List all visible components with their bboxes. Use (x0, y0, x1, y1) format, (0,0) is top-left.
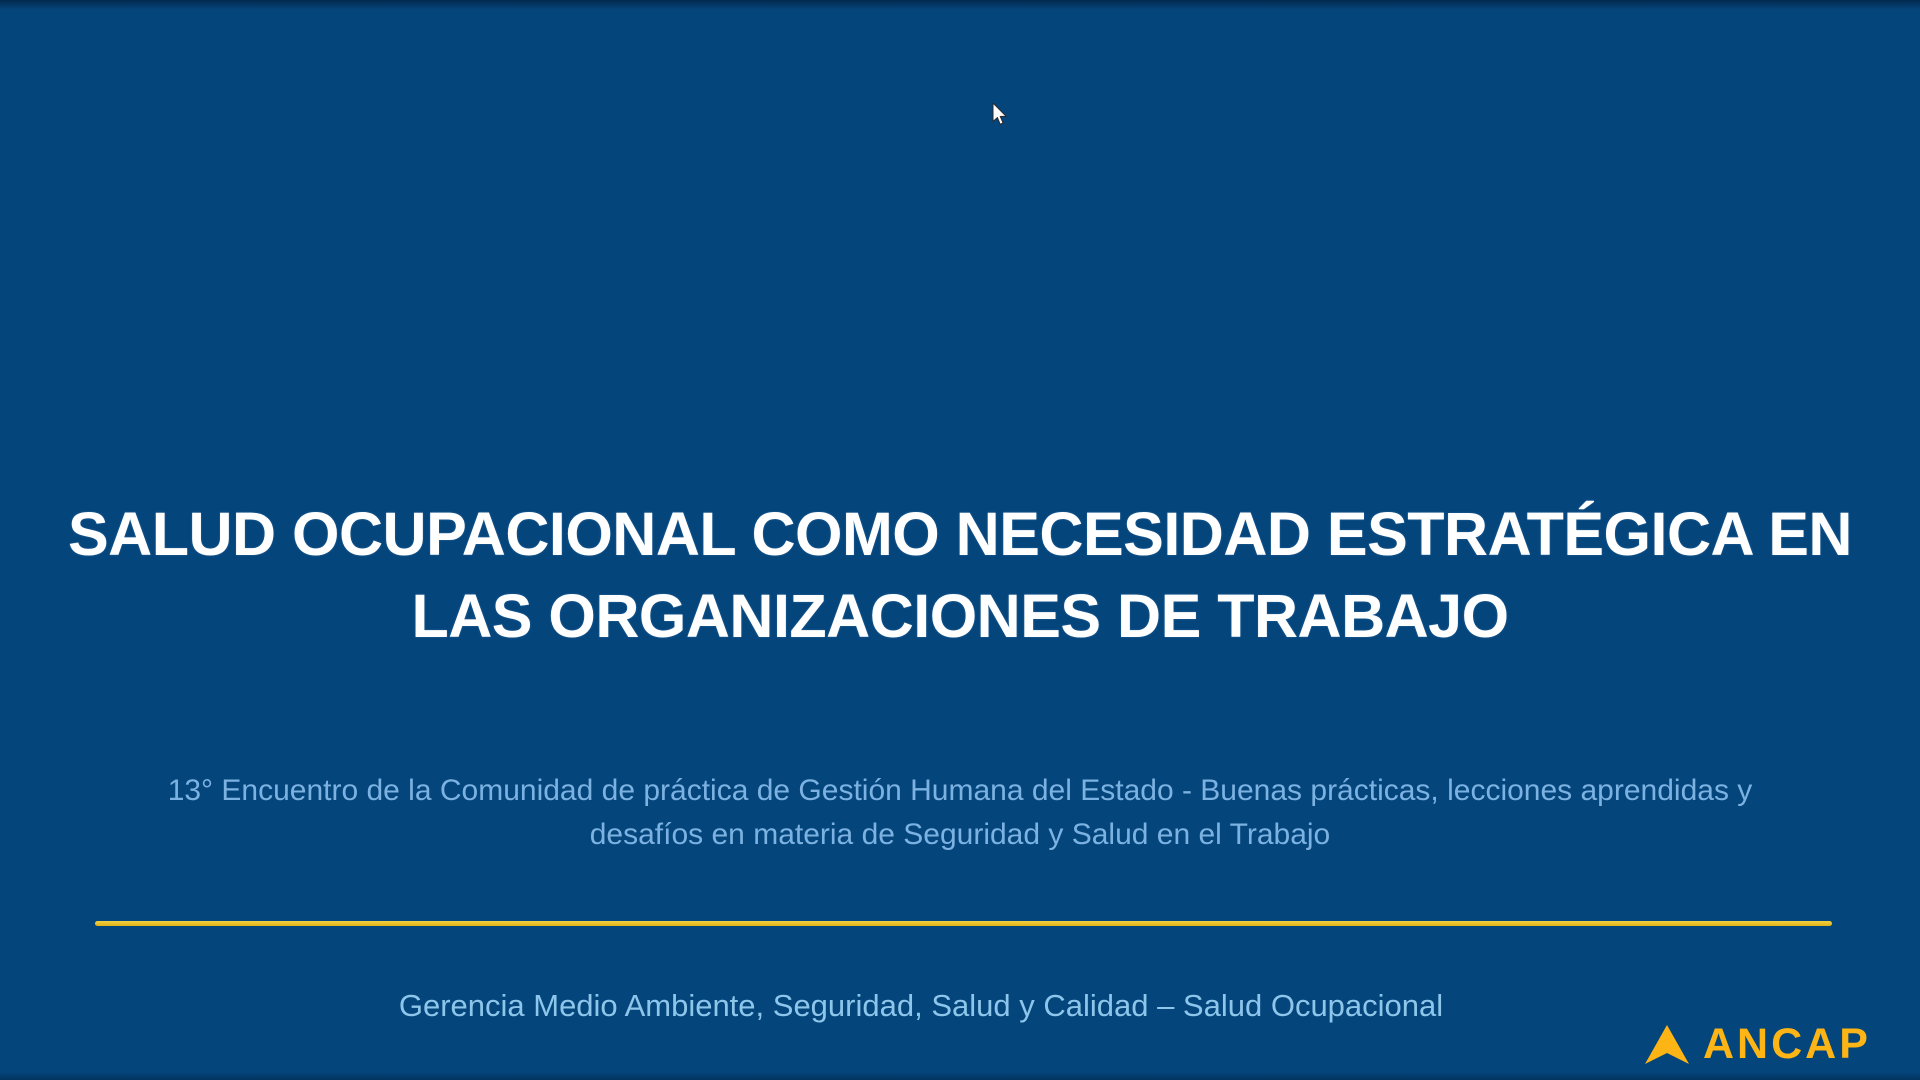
divider-line (95, 921, 1832, 926)
mouse-cursor-icon (992, 103, 1008, 127)
subtitle (0, 769, 1920, 857)
ancap-logo-text: ANCAP (1703, 1020, 1871, 1068)
footer-text: Gerencia Medio Ambiente, Seguridad, Salud y Calidad – Salud Ocupacional (398, 988, 1444, 1023)
top-edge-shade (0, 0, 1920, 10)
ancap-logo (1645, 1022, 1871, 1066)
title-line-2: LAS ORGANIZACIONES DE TRABAJO (411, 581, 1509, 650)
page-title (0, 493, 1920, 657)
title-line-1: SALUD OCUPACIONAL COMO NECESIDAD ESTRATÉGICA EN (68, 499, 1852, 568)
subtitle-line-1: 13° Encuentro de la Comunidad de práctica de Gestión Humana del Estado - Buenas prácticas, lecciones aprendidas y (167, 774, 1753, 807)
ancap-arrow-icon (1645, 1024, 1689, 1064)
subtitle-line-2: desafíos en materia de Seguridad y Salud en el Trabajo (589, 818, 1331, 851)
bottom-edge-shade (0, 1072, 1920, 1080)
